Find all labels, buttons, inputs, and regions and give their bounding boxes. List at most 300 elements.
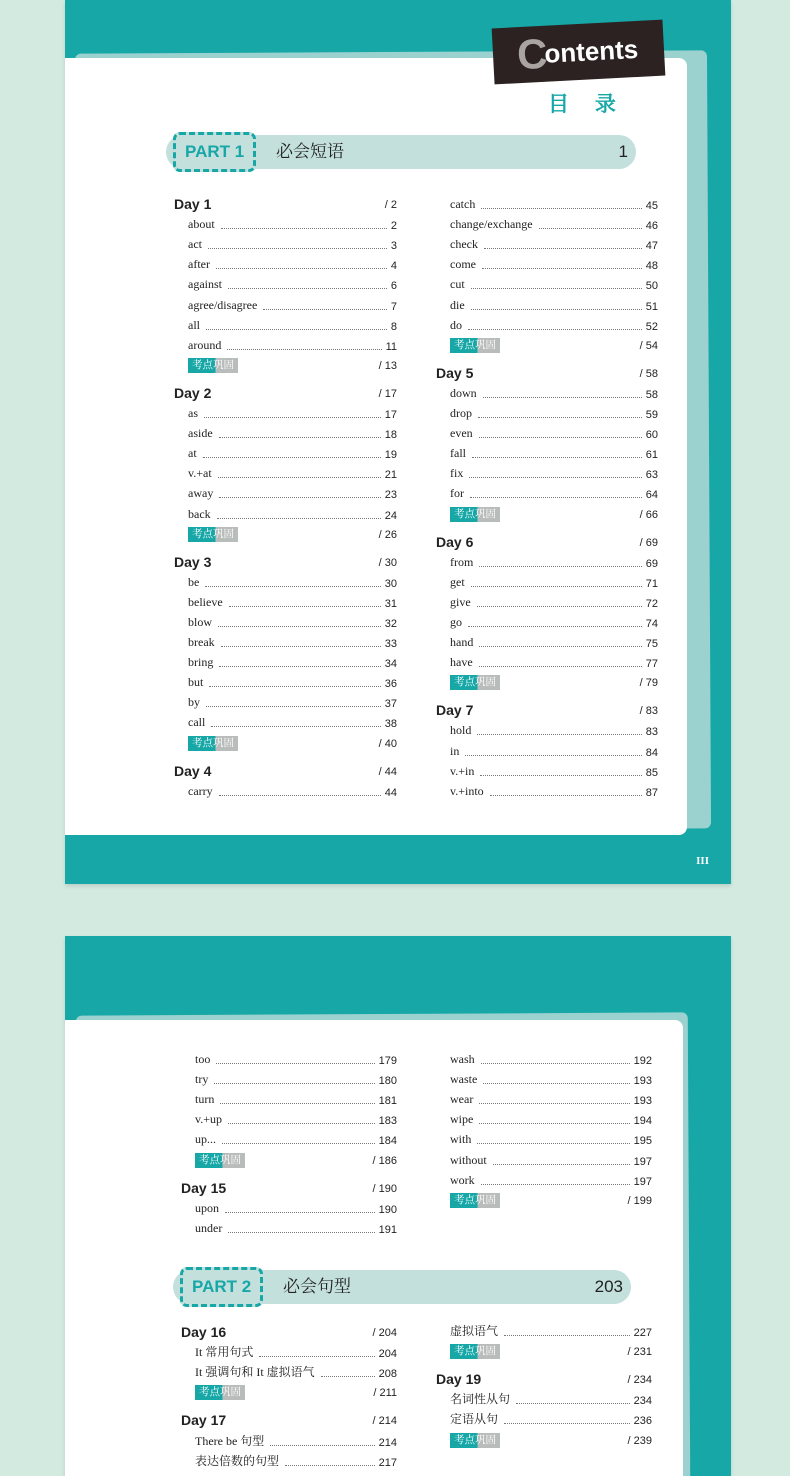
toc-entry-line [174,295,397,315]
entry-page: 197 [633,1175,652,1188]
toc-entry[interactable] [436,1110,652,1130]
toc-entry-line [181,1219,397,1239]
dot-leader [259,1356,374,1357]
day-label: Day 15 [181,1179,227,1196]
quiz-row[interactable] [174,733,397,753]
toc-entry-line [174,782,397,802]
toc-entry-line [174,215,397,235]
part2-page: 203 [594,1277,623,1296]
day-heading[interactable] [181,1323,397,1343]
day-heading[interactable] [174,195,397,215]
toc-entry-line [174,673,397,693]
entry-page: 2 [390,220,397,233]
entry-page: 48 [645,260,658,273]
entry-text: do [450,317,462,332]
quiz-row[interactable] [181,1150,397,1170]
toc-entry-line [174,693,397,713]
entry-page: 38 [384,718,397,731]
part1-title: 必会短语 [276,142,344,161]
toc-entry-line [436,235,658,255]
entry-page: 77 [645,658,658,671]
toc-entry[interactable] [174,255,397,275]
day-page: / 30 [378,556,397,569]
toc-entry[interactable] [436,721,658,741]
toc-entry-line [174,504,397,524]
day-heading[interactable] [181,1411,397,1431]
day-page: / 214 [372,1415,397,1428]
entry-text: v.+at [188,466,212,481]
dot-leader [206,329,387,330]
dot-leader [204,417,381,418]
dot-leader [480,775,641,776]
dot-leader [216,1063,374,1064]
toc-entry-line [436,653,658,673]
toc-entry[interactable] [436,404,658,424]
toc-entry[interactable] [174,504,397,524]
dot-leader [221,646,381,647]
entry-text: v.+into [450,783,484,798]
dot-leader [228,1232,374,1233]
toc-entry[interactable] [174,593,397,613]
quiz-badge: 考点巩固 [188,736,238,751]
entry-text: 虚拟语气 [450,1324,499,1339]
toc-entry-line [436,1171,652,1191]
entry-text: hand [450,635,474,650]
toc-entry[interactable] [436,1070,652,1090]
toc-entry[interactable] [436,215,658,235]
dot-leader [493,1164,630,1165]
toc-entry-line [436,1130,652,1150]
entry-page: 227 [633,1327,652,1340]
toc-entry[interactable] [181,1452,397,1472]
entry-text: change/exchange [450,217,533,232]
entry-page: 84 [645,746,658,759]
toc-entry[interactable] [174,613,397,633]
toc-entry-line [174,255,397,275]
toc-entry[interactable] [436,593,658,613]
day-page: / 234 [627,1374,652,1387]
entry-text: but [188,675,204,690]
entry-text: wear [450,1092,474,1107]
toc-entry[interactable] [174,215,397,235]
day-label: Day 17 [181,1412,227,1429]
toc-entry[interactable] [174,573,397,593]
entry-text: bring [188,655,214,670]
toc-entry[interactable] [174,295,397,315]
quiz-badge: 考点巩固 [450,1193,500,1208]
toc-entry-line [436,553,658,573]
entry-text: act [188,237,202,252]
dot-leader [481,1063,630,1064]
dot-leader [472,457,642,458]
toc-entry[interactable] [436,424,658,444]
entry-text: get [450,574,465,589]
entry-text: 定语从句 [450,1412,499,1427]
toc-entry[interactable] [174,713,397,733]
toc-entry-line [436,741,658,761]
entry-page: 45 [645,200,658,213]
entry-page: 3 [390,240,397,253]
toc-entry[interactable] [181,1110,397,1130]
toc-entry-line [181,1431,397,1451]
toc-entry[interactable] [174,782,397,802]
toc-column-right [436,1322,652,1451]
quiz-page: / 231 [627,1346,652,1359]
dot-leader [468,626,642,627]
contents-heading [492,20,666,85]
entry-page: 193 [633,1095,652,1108]
toc-entry-line [181,1130,397,1150]
day-page: / 2 [384,199,397,212]
entry-text: in [450,743,460,758]
entry-page: 23 [384,489,397,502]
day-label: Day 7 [436,702,474,719]
dot-leader [218,626,381,627]
toc-entry-line [436,721,658,741]
dot-leader [471,309,642,310]
entry-text: all [188,317,200,332]
toc-entry[interactable] [181,1219,397,1239]
quiz-row[interactable] [181,1383,397,1403]
day-label: Day 4 [174,762,212,779]
toc-entry-line [436,1110,652,1130]
toc-entry[interactable] [436,255,658,275]
dot-leader [477,734,641,735]
toc-entry-line [174,464,397,484]
toc-entry[interactable] [436,1090,652,1110]
toc-entry[interactable] [436,1322,652,1342]
entry-text: carry [188,783,213,798]
entry-page: 11 [385,340,397,353]
dot-leader [539,228,642,229]
toc-entry[interactable] [436,316,658,336]
day-heading[interactable] [436,701,658,721]
entry-page: 33 [384,638,397,651]
entry-text: turn [195,1092,215,1107]
entry-text: fall [450,446,466,461]
toc-entry-line [436,633,658,653]
dot-leader [229,606,381,607]
dot-leader [217,518,381,519]
dot-leader [479,1123,629,1124]
entry-page: 190 [378,1203,397,1216]
entry-text: work [450,1172,475,1187]
day-page: / 83 [639,705,658,718]
quiz-badge: 考点巩固 [188,527,238,542]
toc-entry[interactable] [436,444,658,464]
toc-entry[interactable] [436,295,658,315]
entry-page: 18 [384,429,397,442]
dot-leader [225,1212,375,1213]
entry-text: aside [188,426,213,441]
quiz-page: / 54 [639,339,658,352]
dot-leader [477,1143,629,1144]
day-page: / 58 [639,367,658,380]
dot-leader [214,1083,374,1084]
quiz-page: / 40 [378,737,397,750]
day-page: / 17 [378,387,397,400]
dot-leader [285,1465,375,1466]
entry-page: 87 [645,786,658,799]
quiz-page: / 199 [627,1194,652,1207]
toc-entry[interactable] [174,235,397,255]
dot-leader [209,686,380,687]
toc-entry[interactable] [174,673,397,693]
entry-page: 236 [633,1415,652,1428]
toc-entry[interactable] [436,484,658,504]
entry-page: 59 [645,409,658,422]
entry-page: 71 [645,577,658,590]
quiz-page: / 13 [378,359,397,372]
contents-initial: C [515,29,549,79]
dot-leader [484,248,642,249]
quiz-badge: 考点巩固 [450,1344,500,1359]
entry-page: 83 [645,726,658,739]
quiz-row[interactable] [436,504,658,524]
dot-leader [263,309,387,310]
toc-entry[interactable] [436,384,658,404]
quiz-row[interactable] [436,1342,652,1362]
quiz-row[interactable] [436,673,658,693]
toc-entry[interactable] [436,573,658,593]
quiz-page: / 239 [627,1434,652,1447]
entry-page: 217 [378,1456,397,1469]
entry-text: fix [450,466,464,481]
toc-entry[interactable] [174,693,397,713]
toc-entry-line [181,1343,397,1363]
dot-leader [219,437,381,438]
entry-page: 85 [645,766,658,779]
toc-entry-line [436,295,658,315]
toc-entry[interactable] [436,1390,652,1410]
toc-entry[interactable] [436,1050,652,1070]
dot-leader [203,457,381,458]
toc-entry[interactable] [436,464,658,484]
day-heading[interactable] [174,384,397,404]
entry-text: v.+in [450,763,475,778]
toc-entry-line [174,633,397,653]
entry-text: even [450,426,473,441]
toc-entry[interactable] [436,741,658,761]
entry-page: 34 [384,658,397,671]
entry-page: 180 [378,1075,397,1088]
toc-entry[interactable] [436,1150,652,1170]
toc-entry[interactable] [174,633,397,653]
entry-text: agree/disagree [188,297,258,312]
dot-leader [479,646,641,647]
day-label: Day 2 [174,384,212,401]
toc-entry-line [436,384,658,404]
toc-entry-line [174,593,397,613]
toc-entry[interactable] [174,464,397,484]
quiz-row[interactable] [174,525,397,545]
dot-leader [482,268,642,269]
entry-text: give [450,594,471,609]
dot-leader [321,1376,375,1377]
entry-page: 51 [645,300,658,313]
day-heading[interactable] [436,533,658,553]
entry-text: There be 句型 [195,1433,265,1448]
entry-page: 184 [378,1135,397,1148]
dot-leader [477,606,642,607]
toc-entry-line [436,1390,652,1410]
entry-text: waste [450,1072,478,1087]
dot-leader [218,477,381,478]
entry-page: 6 [390,280,397,293]
toc-entry[interactable] [436,195,658,215]
entry-page: 192 [633,1055,652,1068]
entry-text: die [450,297,465,312]
toc-entry[interactable] [436,1130,652,1150]
toc-entry[interactable] [174,653,397,673]
entry-page: 191 [378,1223,397,1236]
toc-entry[interactable] [181,1431,397,1451]
toc-entry-line [181,1452,397,1472]
quiz-row[interactable] [436,336,658,356]
dot-leader [227,349,381,350]
toc-entry[interactable] [436,782,658,802]
toc-entry[interactable] [174,336,397,356]
quiz-row[interactable] [436,1430,652,1450]
toc-entry[interactable] [181,1070,397,1090]
toc-entry-line [174,404,397,424]
quiz-badge: 考点巩固 [450,675,500,690]
toc-entry[interactable] [174,444,397,464]
entry-page: 69 [645,557,658,570]
entry-page: 44 [384,786,397,799]
toc-entry-line [436,1322,652,1342]
entry-text: wash [450,1052,475,1067]
quiz-row[interactable] [174,356,397,376]
entry-text: try [195,1072,209,1087]
toc-entry[interactable] [181,1050,397,1070]
dot-leader [206,706,381,707]
dot-leader [471,586,642,587]
entry-text: call [188,715,206,730]
toc-entry-line [436,782,658,802]
entry-page: 4 [390,260,397,273]
part2-title: 必会句型 [283,1277,351,1296]
toc-entry[interactable] [181,1130,397,1150]
day-heading[interactable] [174,553,397,573]
toc-entry-line [436,762,658,782]
toc-entry[interactable] [436,235,658,255]
entry-text: with [450,1132,472,1147]
day-label: Day 1 [174,196,212,213]
toc-entry-line [436,404,658,424]
toc-entry[interactable] [174,404,397,424]
toc-entry[interactable] [436,275,658,295]
toc-entry[interactable] [181,1363,397,1383]
day-heading[interactable] [181,1179,397,1199]
toc-entry[interactable] [436,762,658,782]
toc-entry[interactable] [436,613,658,633]
toc-entry-line [436,593,658,613]
toc-entry[interactable] [174,484,397,504]
entry-text: catch [450,197,476,212]
contents-rest: ontents [543,33,639,69]
day-heading[interactable] [174,762,397,782]
entry-page: 193 [633,1075,652,1088]
entry-text: too [195,1052,211,1067]
day-heading[interactable] [436,364,658,384]
entry-text: v.+up [195,1112,222,1127]
page-number: III [696,855,709,867]
dot-leader [470,497,642,498]
entry-page: 63 [645,469,658,482]
quiz-page: / 26 [378,528,397,541]
quiz-page: / 186 [372,1154,397,1167]
toc-entry[interactable] [436,1410,652,1430]
toc-entry-line [436,275,658,295]
quiz-badge: 考点巩固 [195,1385,245,1400]
toc-entry[interactable] [181,1199,397,1219]
day-page: / 44 [378,765,397,778]
entry-text: 表达倍数的句型 [195,1453,280,1468]
toc-entry-line [436,195,658,215]
entry-page: 234 [633,1395,652,1408]
dot-leader [221,228,387,229]
entry-text: It 强调句和 It 虚拟语气 [195,1365,315,1380]
toc-entry[interactable] [181,1343,397,1363]
day-heading[interactable] [436,1370,652,1390]
dot-leader [228,288,387,289]
entry-page: 52 [645,320,658,333]
toc-entry-line [174,444,397,464]
entry-text: come [450,257,476,272]
part1-header[interactable] [166,135,636,169]
entry-page: 21 [384,469,397,482]
dot-leader [479,1103,629,1104]
toc-entry[interactable] [436,653,658,673]
toc-entry[interactable] [436,1171,652,1191]
entry-text: blow [188,614,212,629]
entry-text: go [450,614,462,629]
dot-leader [220,1103,374,1104]
part2-label: PART 2 [180,1267,263,1307]
toc-entry-line [436,1050,652,1070]
entry-text: around [188,337,222,352]
toc-entry[interactable] [436,553,658,573]
entry-page: 32 [384,617,397,630]
entry-page: 37 [384,698,397,711]
entry-page: 72 [645,597,658,610]
toc-entry[interactable] [436,633,658,653]
entry-page: 181 [378,1095,397,1108]
dot-leader [468,329,642,330]
day-label: Day 3 [174,553,212,570]
toc-entry[interactable] [181,1090,397,1110]
toc-entry-line [174,316,397,336]
toc-entry-line [436,1090,652,1110]
entry-text: wipe [450,1112,474,1127]
part2-header[interactable] [173,1270,631,1304]
toc-entry-line [174,235,397,255]
toc-entry-line [174,424,397,444]
day-label: Day 16 [181,1324,227,1341]
dot-leader [465,755,641,756]
toc-entry[interactable] [174,424,397,444]
toc-entry[interactable] [174,316,397,336]
quiz-row[interactable] [436,1191,652,1211]
toc-entry-line [436,1070,652,1090]
entry-page: 24 [384,509,397,522]
toc-entry[interactable] [174,275,397,295]
entry-page: 36 [384,678,397,691]
dot-leader [479,566,641,567]
toc-entry-line [436,464,658,484]
dot-leader [516,1403,630,1404]
